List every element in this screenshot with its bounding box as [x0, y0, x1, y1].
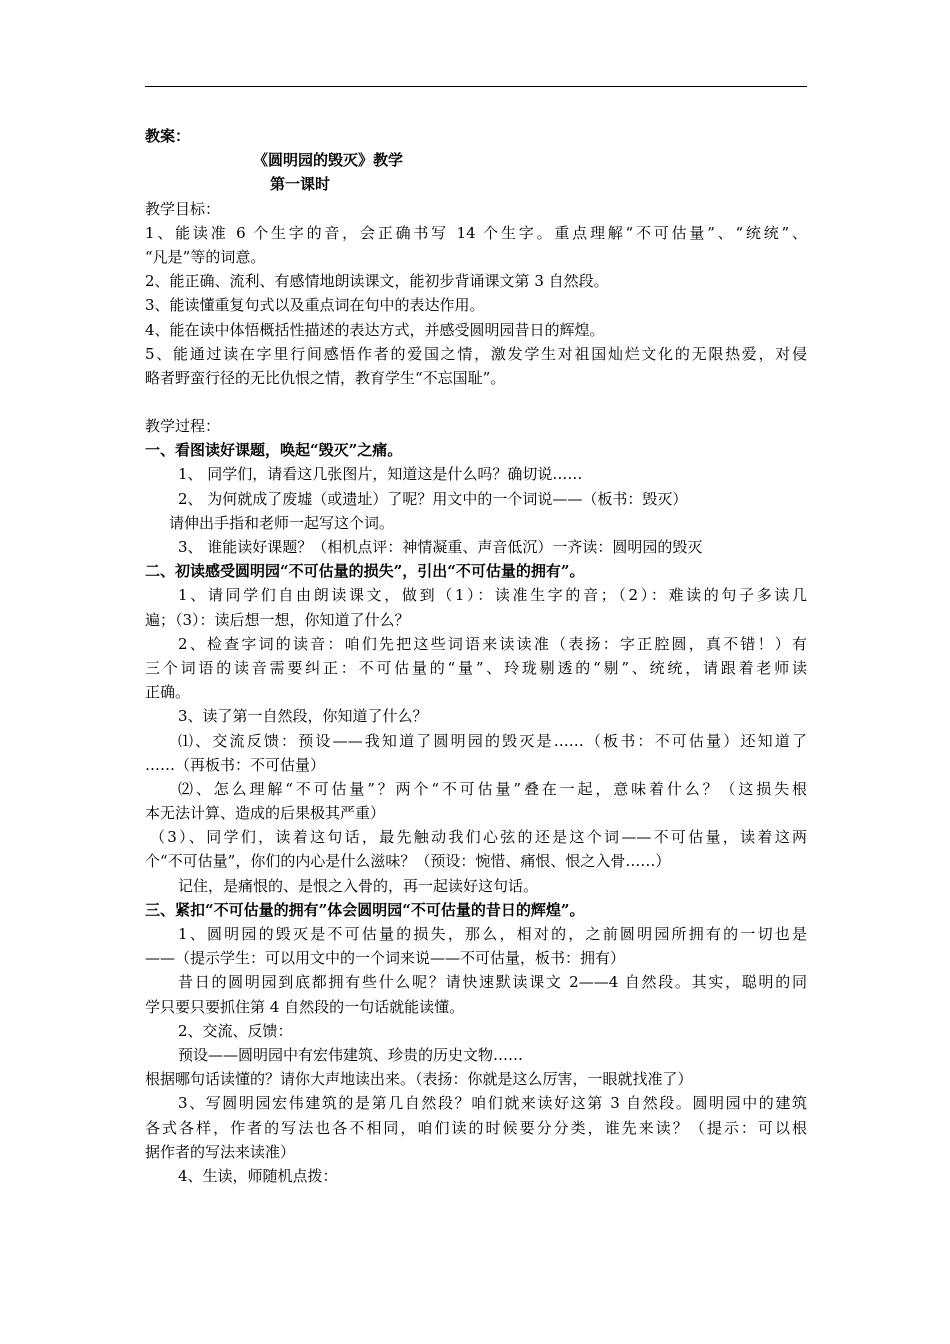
objective-line: 1、能读准 6 个生字的音，会正确书写 14 个生字。重点理解“不可估量”、“统统”、 — [145, 223, 807, 242]
paragraph-line: 三个词语的读音需要纠正：不可估量的“量”、玲珑剔透的“剔”、统统，请跟着老师读 — [145, 658, 807, 677]
header-rule — [145, 86, 807, 87]
objective-line: 2、能正确、流利、有感情地朗读课文，能初步背诵课文第 3 自然段。 — [145, 272, 609, 291]
paragraph-line: 3、读了第一自然段，你知道了什么？ — [178, 707, 428, 726]
doc-title: 《圆明园的毁灭》教学 — [253, 151, 404, 170]
paragraph-line: 2、交流、反馈： — [178, 1021, 293, 1040]
paragraph-line: ……（再板书：不可估量） — [145, 755, 326, 774]
document-body — [145, 124, 807, 1188]
paragraph-line: ⑵、怎么理解“不可估量”？两个“不可估量”叠在一起，意味着什么？（这损失根 — [178, 779, 807, 798]
objective-line: 3、能读懂重复句式以及重点词在句中的表达作用。 — [145, 296, 485, 315]
blank-line — [145, 390, 807, 414]
paragraph-line: 个“不可估量”，你们的内心是什么滋味？（预设：惋惜、痛恨、恨之入骨……） — [145, 852, 671, 871]
paragraph-line: 2、 为何就成了废墟（或遗址）了呢？用文中的一个词说——（板书：毁灭） — [178, 489, 688, 508]
paragraph-line: 记住，是痛恨的、是恨之入骨的，再一起读好这句话。 — [178, 876, 539, 895]
objective-line: 4、能在读中体悟概括性描述的表达方式，并感受圆明园昔日的辉煌。 — [145, 320, 605, 339]
paragraph-line: 各式各样，作者的写法也各不相同，咱们读的时候要分分类，谁先来读？（提示：可以根 — [145, 1118, 807, 1137]
paragraph-line: 3、写圆明园宏伟建筑的是第几自然段？咱们就来读好这第 3 自然段。圆明园中的建筑 — [178, 1094, 807, 1113]
section-heading: 二、初读感受圆明园“不可估量的损失”，引出“不可估量的拥有”。 — [145, 562, 585, 581]
objective-line: 略者野蛮行径的无比仇恨之情，教育学生“不忘国耻”。 — [145, 368, 506, 387]
paragraph-line: 学只要只要抓住第 4 自然段的一句话就能读懂。 — [145, 997, 465, 1016]
objective-line: “凡是”等的词意。 — [145, 247, 266, 266]
paragraph-line: ——（提示学生：可以用文中的一个词来说——不可估量，板书：拥有） — [145, 949, 626, 968]
paragraph-line: 请伸出手指和老师一起写这个词。 — [169, 513, 395, 532]
section-heading: 三、紧扣“不可估量的拥有”体会圆明园“不可估量的昔日的辉煌”。 — [145, 900, 585, 919]
paragraph-line: ⑴、交流反馈：预设——我知道了圆明园的毁灭是……（板书：不可估量）还知道了 — [178, 731, 807, 750]
paragraph-line: 据作者的写法来读准） — [145, 1142, 296, 1161]
doc-subtitle: 第一课时 — [270, 175, 331, 194]
paragraph-line: 预设——圆明园中有宏伟建筑、珍贵的历史文物…… — [178, 1045, 524, 1064]
paragraph-line: 4、生读，师随机点拨： — [178, 1166, 338, 1185]
paragraph-line: 1、 同学们，请看这几张图片，知道这是什么吗？确切说…… — [178, 465, 583, 484]
objective-line: 5、能通过读在字里行间感悟作者的爱国之情，激发学生对祖国灿烂文化的无限热爱，对侵 — [145, 344, 807, 363]
paragraph-line: 正确。 — [145, 683, 191, 702]
paragraph-line: 根据哪句话读懂的？请你大声地读出来。（表扬：你就是这么厉害，一眼就找准了） — [145, 1070, 693, 1089]
doc-label: 教案： — [145, 127, 191, 145]
paragraph-line: （3）、同学们，读着这句话，最先触动我们心弦的还是这个词——不可估量，读着这两 — [150, 828, 807, 847]
paragraph-line: 3、 谁能读好课题？（相机点评：神情凝重、声音低沉）一齐读：圆明园的毁灭 — [178, 538, 703, 556]
process-heading: 教学过程： — [145, 417, 221, 436]
paragraph-line: 2、检查字词的读音：咱们先把这些词语来读读准（表扬：字正腔圆，真不错！）有 — [178, 634, 807, 653]
paragraph-line: 1、圆明园的毁灭是不可估量的损失，那么，相对的，之前圆明园所拥有的一切也是 — [178, 925, 807, 943]
objectives-heading: 教学目标： — [145, 199, 221, 218]
section-heading: 一、看图读好课题，唤起“毁灭”之痛。 — [145, 441, 403, 460]
paragraph-line: 本无法计算、造成的后果极其严重） — [145, 804, 386, 823]
paragraph-line: 1、请同学们自由朗读课文，做到（1）：读准生字的音；（2）：难读的句子多读几 — [178, 586, 807, 605]
paragraph-line: 遍；（3）：读后想一想，你知道了什么？ — [145, 610, 410, 629]
paragraph-line: 昔日的圆明园到底都拥有些什么呢？请快速默读课文 2——4 自然段。其实，聪明的同 — [178, 973, 807, 992]
